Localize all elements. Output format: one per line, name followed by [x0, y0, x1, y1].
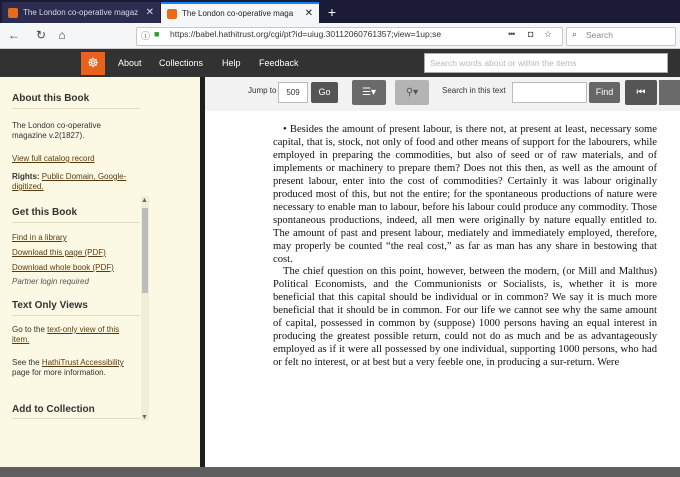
new-tab-icon[interactable]: +	[327, 4, 337, 20]
text-only-heading: Text Only Views	[12, 300, 88, 311]
info-icon[interactable]: ⓘ	[141, 31, 151, 41]
paragraph-2: The chief question on this point, however, between the modern, (or Mill and Malthus) Political Economists, and the Communionists or Socialists, is, whether it is more beneficial that this capital should be individual or in common? We say it is much more beneficial that it should be in common. For our life we cannot see why the same amount of capital, possessed in common by (suppose) 1000 persons having an equal interest in producing the greatest possible return, could not do as much and be as advantageously employed as if it were all possessed by one individual, supporting 1000 persons, who had or felt no interest, or at best but a very feeble one, in producing a sur-return. Were	[273, 266, 657, 369]
paragraph-1: • Besides the amount of present labour, is there not, at present at least, necessary some capital, that is, stock, not only of food and other means of support for the labourers, while employed in preparing the commodities, but also of seed or of raw materials, and of implements or machinery to prepare them? Does not this then, as well as the amount of present labour, enter into the cost of commodities? Certainly it was labour originally produced most of this, but not the entire; for the spontaneous productions of nature were necessary to enable man to labour, before his labour could produce any commodity. Those spontaneous productions, indeed, all men were originally by nature equally entitled to. The amount of past and present labour, mediately and immediately employed, therefore, may properly be counted “the real cost,” as far as man has any share in bestowing that cost.	[273, 124, 657, 265]
menu-feedback[interactable]: Feedback	[259, 58, 299, 68]
find-in-library-link[interactable]: Find in a library	[12, 233, 67, 242]
accessibility-link[interactable]: HathiTrust Accessibility	[41, 358, 124, 367]
first-page-icon[interactable]: ⏮	[625, 80, 657, 105]
download-book-link[interactable]: Download whole book (PDF)	[12, 263, 114, 272]
more-actions-icon[interactable]: •••	[508, 29, 515, 39]
previous-page-button[interactable]	[659, 80, 680, 105]
search-in-text-input[interactable]	[512, 82, 587, 103]
scroll-up-icon[interactable]: ▲	[141, 197, 148, 204]
jump-to-page-input[interactable]: 509	[278, 82, 308, 103]
pocket-icon[interactable]: ◘	[528, 29, 534, 39]
add-collection-heading: Add to Collection	[12, 404, 95, 415]
close-tab-icon[interactable]: ✕	[145, 7, 154, 18]
menu-about[interactable]: About	[118, 58, 142, 68]
divider	[12, 418, 140, 419]
divider	[12, 108, 140, 109]
download-page-link[interactable]: Download this page (PDF)	[12, 248, 106, 257]
back-icon[interactable]: ←	[8, 28, 20, 42]
site-search-placeholder: Search words about or within the items	[430, 58, 577, 68]
jump-label: Jump to	[248, 86, 277, 95]
lock-icon: ■	[154, 29, 160, 39]
browser-tab-1[interactable]	[2, 2, 160, 23]
reload-icon[interactable]: ↻	[35, 28, 47, 42]
rights-label: Rights:	[12, 172, 40, 181]
scrollbar-thumb[interactable]	[142, 208, 148, 293]
partner-note: Partner login required	[12, 277, 89, 286]
book-title: The London co-operative magazine v.2(1827).	[12, 121, 101, 140]
bookmark-star-icon[interactable]: ☆	[544, 29, 553, 39]
home-icon[interactable]: ⌂	[58, 28, 66, 42]
scroll-down-icon[interactable]: ▼	[141, 414, 148, 421]
search-icon: ⌕	[572, 29, 578, 39]
browser-search-field[interactable]	[566, 27, 676, 46]
hathitrust-favicon-icon	[167, 9, 177, 19]
divider	[12, 315, 140, 316]
text-only-intro: Go to the	[12, 325, 45, 334]
hathitrust-logo-icon[interactable]: ☸	[81, 52, 105, 75]
text-only-link[interactable]: text-only view of this item.	[12, 325, 120, 344]
bottom-strip	[0, 467, 680, 477]
search-in-text-label: Search in this text	[442, 86, 506, 95]
divider	[12, 222, 140, 223]
rights-link[interactable]: Public Domain, Google-digitized.	[12, 172, 127, 191]
hathitrust-favicon-icon	[8, 8, 18, 18]
menu-help[interactable]: Help	[222, 58, 241, 68]
get-book-heading: Get this Book	[12, 207, 78, 218]
close-tab-icon[interactable]: ✕	[304, 8, 313, 19]
page-text	[273, 124, 657, 370]
browser-tab-2[interactable]	[161, 2, 319, 23]
accessibility-intro: See the	[12, 358, 40, 367]
menu-collections[interactable]: Collections	[159, 58, 204, 68]
tab-title: The London co-operative maga	[182, 9, 294, 18]
about-heading: About this Book	[12, 93, 90, 104]
find-button[interactable]: Find	[589, 82, 620, 103]
tab-title: The London co-operative magaz	[23, 8, 139, 17]
go-button[interactable]: Go	[311, 82, 338, 103]
browser-search-placeholder: Search	[586, 30, 613, 40]
accessibility-outro: page for more information.	[12, 368, 106, 377]
paperclip-icon[interactable]: ⚲▾	[395, 80, 429, 105]
catalog-record-link[interactable]: View full catalog record	[12, 154, 95, 163]
view-mode-list-icon[interactable]: ☰▾	[352, 80, 386, 105]
url-text[interactable]: https://babel.hathitrust.org/cgi/pt?id=uiug.30112060761357;view=1up;se	[170, 29, 442, 39]
